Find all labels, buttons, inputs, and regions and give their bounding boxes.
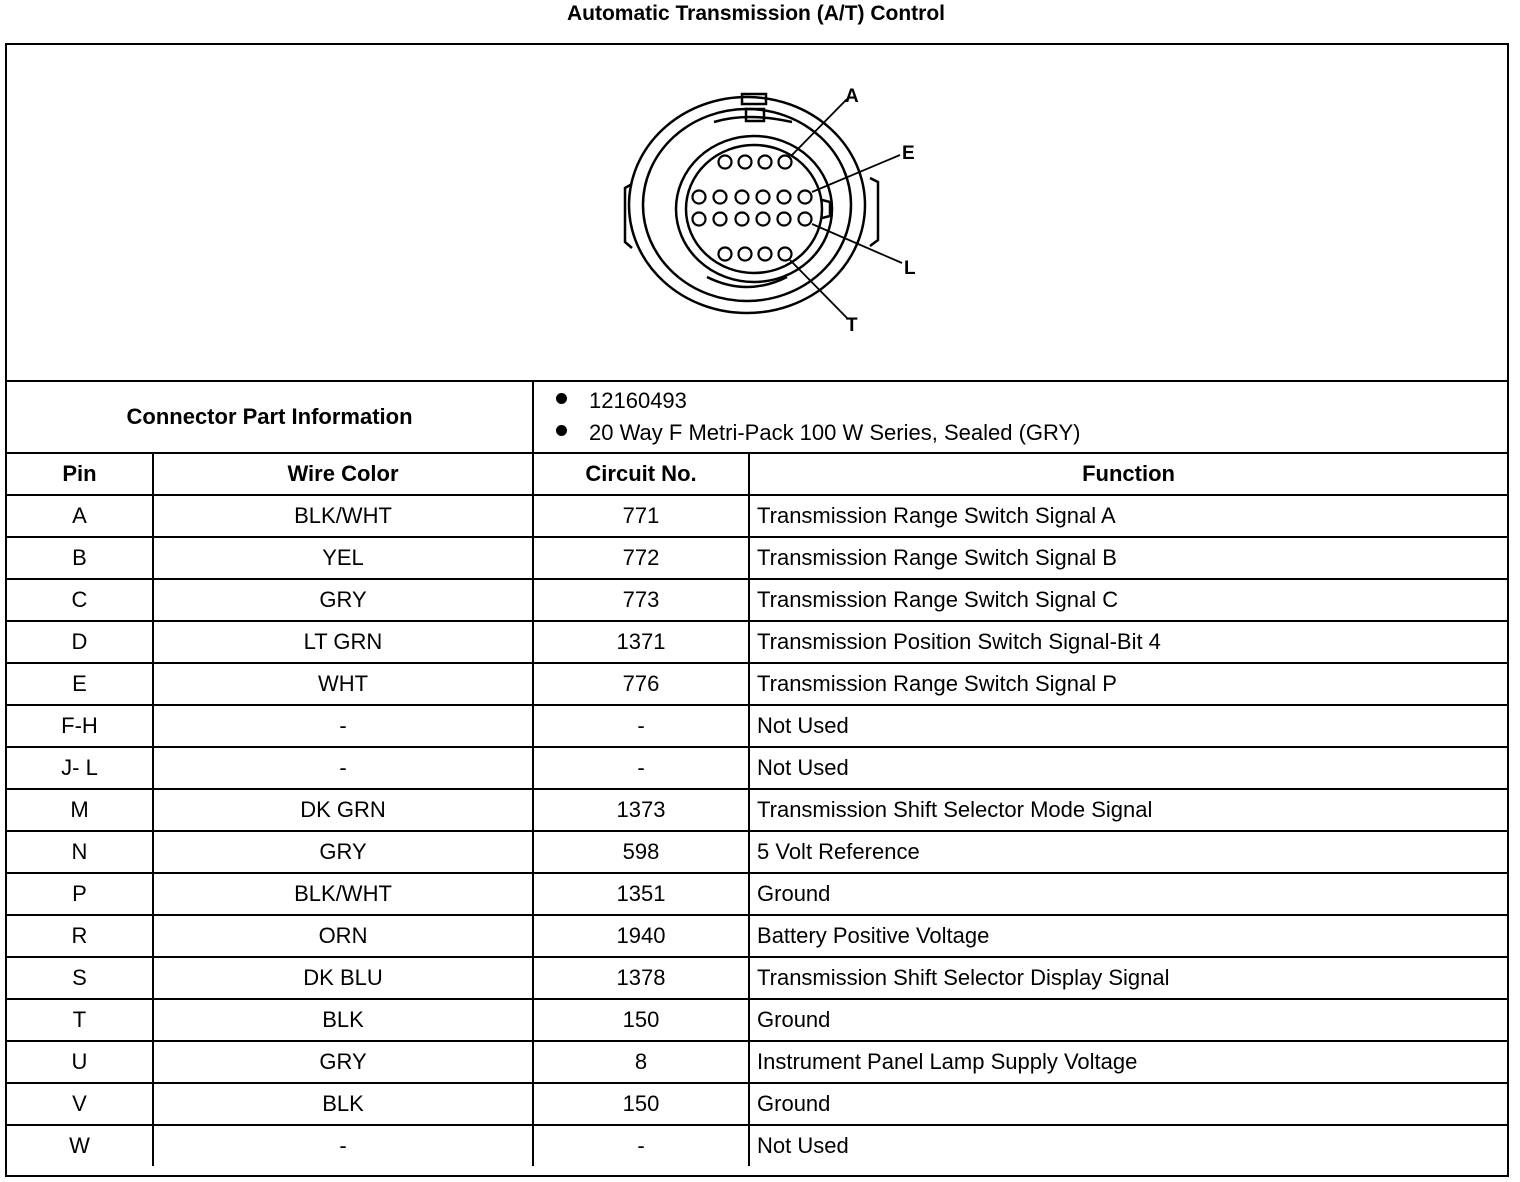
- part-info-label: Connector Part Information: [7, 381, 533, 453]
- function-cell: Transmission Range Switch Signal P: [749, 663, 1507, 705]
- wire-color-cell: BLK/WHT: [153, 495, 533, 537]
- part-info-item: 20 Way F Metri-Pack 100 W Series, Sealed (GRY): [556, 417, 1507, 449]
- wire-color-cell: -: [153, 1125, 533, 1166]
- pin-cell: A: [7, 495, 153, 537]
- table-row: [7, 1083, 1507, 1125]
- function-cell: Ground: [749, 873, 1507, 915]
- pin-cavity: [779, 248, 792, 261]
- circuit-cell: 772: [533, 537, 749, 579]
- pin-cell: C: [7, 579, 153, 621]
- pin-cell: N: [7, 831, 153, 873]
- part-info-list: [533, 381, 1507, 453]
- bullet-icon: [556, 425, 567, 436]
- circuit-cell: 1940: [533, 915, 749, 957]
- table-row: [7, 579, 1507, 621]
- table-header-row: [7, 453, 1507, 495]
- wire-color-cell: BLK: [153, 999, 533, 1041]
- function-cell: 5 Volt Reference: [749, 831, 1507, 873]
- table-row: [7, 831, 1507, 873]
- table-row: [7, 705, 1507, 747]
- circuit-cell: 1373: [533, 789, 749, 831]
- function-cell: Not Used: [749, 1125, 1507, 1166]
- function-cell: Not Used: [749, 705, 1507, 747]
- pin-cell: M: [7, 789, 153, 831]
- pin-cell: S: [7, 957, 153, 999]
- circuit-cell: 1378: [533, 957, 749, 999]
- pin-cavity: [778, 191, 791, 204]
- pin-cell: V: [7, 1083, 153, 1125]
- wire-color-cell: -: [153, 705, 533, 747]
- table-row: [7, 495, 1507, 537]
- pin-cavity: [693, 191, 706, 204]
- part-info-item: 12160493: [556, 385, 1507, 417]
- pin-label-a: A: [845, 86, 859, 107]
- circuit-cell: 776: [533, 663, 749, 705]
- circuit-cell: 598: [533, 831, 749, 873]
- pin-cavity: [799, 191, 812, 204]
- function-cell: Transmission Range Switch Signal B: [749, 537, 1507, 579]
- table-row: [7, 537, 1507, 579]
- page-title: Automatic Transmission (A/T) Control: [566, 2, 946, 25]
- column-header-function: Function: [749, 453, 1507, 495]
- pin-cavity: [736, 191, 749, 204]
- circuit-cell: 1351: [533, 873, 749, 915]
- pin-label-t: T: [846, 315, 858, 336]
- circuit-cell: -: [533, 747, 749, 789]
- wire-color-cell: GRY: [153, 831, 533, 873]
- part-info-row: [7, 381, 1507, 453]
- function-cell: Transmission Range Switch Signal C: [749, 579, 1507, 621]
- function-cell: Battery Positive Voltage: [749, 915, 1507, 957]
- table-row: [7, 999, 1507, 1041]
- circuit-cell: 150: [533, 1083, 749, 1125]
- table-row: [7, 957, 1507, 999]
- wire-color-cell: YEL: [153, 537, 533, 579]
- pin-cavity: [759, 248, 772, 261]
- pin-cell: W: [7, 1125, 153, 1166]
- pin-cavity: [719, 156, 732, 169]
- pin-cell: J- L: [7, 747, 153, 789]
- function-cell: Ground: [749, 1083, 1507, 1125]
- connector-insert: [676, 136, 832, 282]
- wire-color-cell: WHT: [153, 663, 533, 705]
- wire-color-cell: DK BLU: [153, 957, 533, 999]
- pin-cell: B: [7, 537, 153, 579]
- connector-diagram: [7, 45, 1507, 382]
- function-cell: Transmission Shift Selector Mode Signal: [749, 789, 1507, 831]
- pin-cell: D: [7, 621, 153, 663]
- pin-cavity: [693, 213, 706, 226]
- pin-cell: E: [7, 663, 153, 705]
- column-header-pin: Pin: [7, 453, 153, 495]
- bullet-icon: [556, 393, 567, 404]
- pin-cell: P: [7, 873, 153, 915]
- pin-cavity: [757, 213, 770, 226]
- connector-table-frame: [5, 43, 1509, 1177]
- pin-cell: R: [7, 915, 153, 957]
- function-cell: Instrument Panel Lamp Supply Voltage: [749, 1041, 1507, 1083]
- wire-color-cell: ORN: [153, 915, 533, 957]
- circuit-cell: -: [533, 705, 749, 747]
- pin-cavity: [799, 213, 812, 226]
- pin-cavity: [714, 213, 727, 226]
- wire-color-cell: BLK: [153, 1083, 533, 1125]
- wire-color-cell: GRY: [153, 579, 533, 621]
- circuit-cell: 771: [533, 495, 749, 537]
- function-cell: Transmission Position Switch Signal-Bit 4: [749, 621, 1507, 663]
- column-header-circuit: Circuit No.: [533, 453, 749, 495]
- function-cell: Transmission Range Switch Signal A: [749, 495, 1507, 537]
- table-row: [7, 621, 1507, 663]
- function-cell: Transmission Shift Selector Display Signal: [749, 957, 1507, 999]
- pinout-table: [7, 381, 1507, 1166]
- circuit-cell: 1371: [533, 621, 749, 663]
- wire-color-cell: GRY: [153, 1041, 533, 1083]
- table-row: [7, 1041, 1507, 1083]
- column-header-wire-color: Wire Color: [153, 453, 533, 495]
- pin-cell: F-H: [7, 705, 153, 747]
- wire-color-cell: BLK/WHT: [153, 873, 533, 915]
- circuit-cell: 150: [533, 999, 749, 1041]
- function-cell: Ground: [749, 999, 1507, 1041]
- wire-color-cell: LT GRN: [153, 621, 533, 663]
- pin-cavity: [739, 248, 752, 261]
- circuit-cell: 8: [533, 1041, 749, 1083]
- connector-face-drawing: [7, 45, 1507, 380]
- pin-label-l: L: [904, 258, 916, 279]
- pin-cavity: [739, 156, 752, 169]
- pin-cavity: [778, 213, 791, 226]
- pin-cavity: [719, 248, 732, 261]
- pin-cavity: [736, 213, 749, 226]
- circuit-cell: -: [533, 1125, 749, 1166]
- table-row: [7, 873, 1507, 915]
- pin-cavity: [714, 191, 727, 204]
- table-row: [7, 789, 1507, 831]
- table-row: [7, 663, 1507, 705]
- pin-cavity: [757, 191, 770, 204]
- wire-color-cell: -: [153, 747, 533, 789]
- table-row: [7, 915, 1507, 957]
- table-row: [7, 1125, 1507, 1166]
- pin-cavity: [779, 156, 792, 169]
- function-cell: Not Used: [749, 747, 1507, 789]
- pin-label-e: E: [902, 143, 915, 164]
- circuit-cell: 773: [533, 579, 749, 621]
- wire-color-cell: DK GRN: [153, 789, 533, 831]
- pin-cavity: [759, 156, 772, 169]
- pin-cell: U: [7, 1041, 153, 1083]
- pin-cell: T: [7, 999, 153, 1041]
- table-row: [7, 747, 1507, 789]
